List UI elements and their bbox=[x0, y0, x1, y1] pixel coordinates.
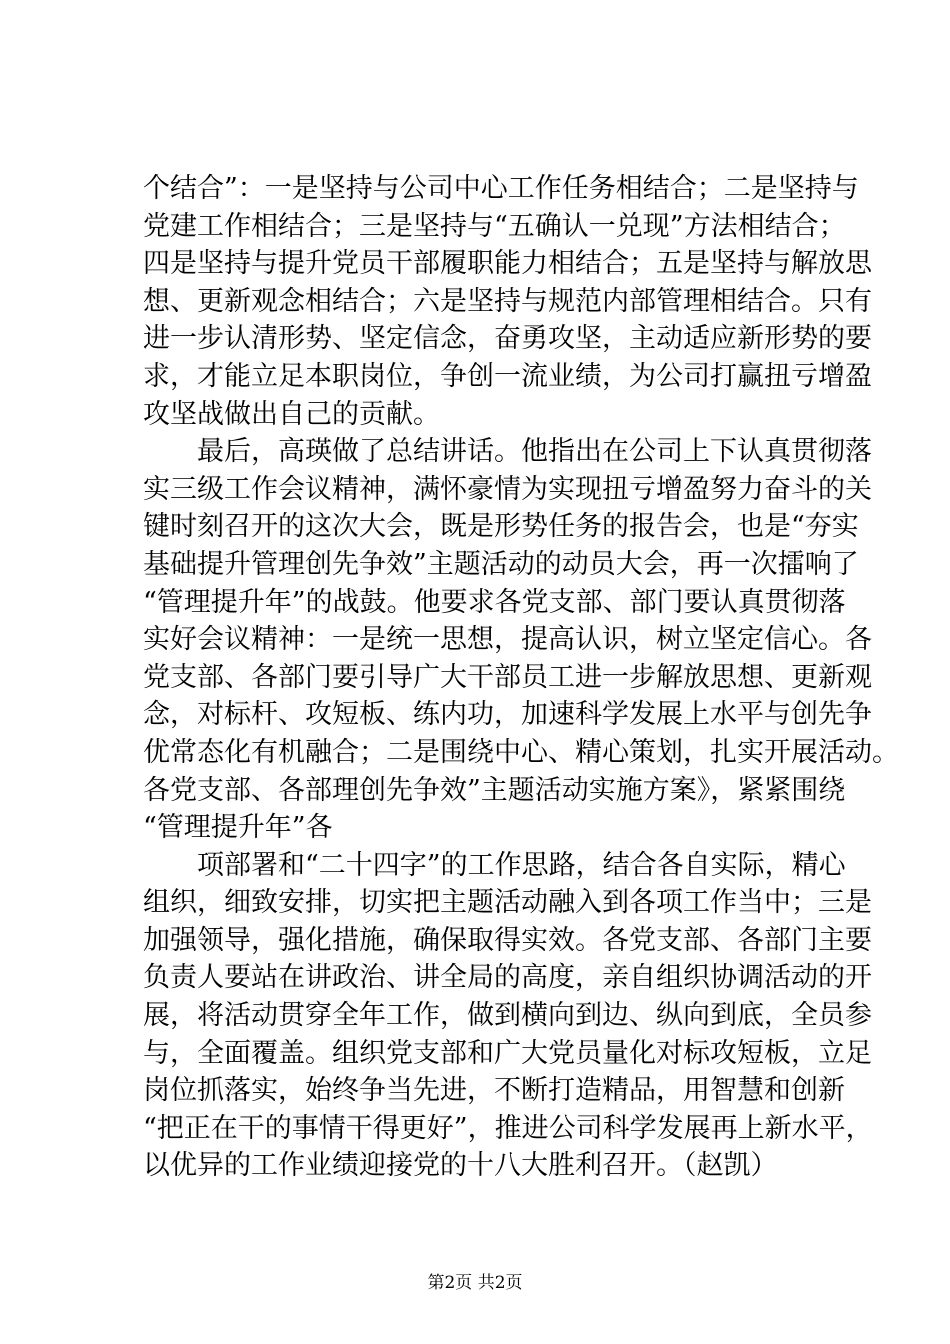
text-line: 党建工作相结合；三是坚持与“五确认一兑现”方法相结合； bbox=[143, 210, 846, 242]
text-line: “管理提升年”各 bbox=[143, 812, 333, 844]
text-line: 四是坚持与提升党员干部履职能力相结合；五是坚持与解放思 bbox=[143, 248, 872, 280]
text-line: 以优异的工作业绩迎接党的十八大胜利召开。（赵凯） bbox=[143, 1150, 778, 1182]
text-line: 负责人要站在讲政治、讲全局的高度，亲自组织协调活动的开 bbox=[143, 962, 872, 994]
text-line: 实三级工作会议精神，满怀豪情为实现扭亏增盈努力奋斗的关 bbox=[143, 473, 872, 505]
text-line: 优常态化有机融合；二是围绕中心、精心策划，扎实开展活动。 bbox=[143, 736, 899, 768]
page-number-footer: 第2页 共2页 bbox=[427, 1273, 523, 1293]
text-line: 组织，细致安排，切实把主题活动融入到各项工作当中；三是 bbox=[143, 887, 872, 919]
article-body bbox=[143, 170, 899, 1185]
paragraph-start-line: 项部署和“二十四字”的工作思路，结合各自实际，精心 bbox=[197, 849, 846, 881]
text-line: 求，才能立足本职岗位，争创一流业绩，为公司打赢扭亏增盈 bbox=[143, 360, 872, 392]
text-line: “把正在干的事情干得更好”，推进公司科学发展再上新水平， bbox=[143, 1112, 873, 1144]
text-line: 个结合”：一是坚持与公司中心工作任务相结合；二是坚持与 bbox=[143, 173, 859, 204]
text-line: 念，对标杆、攻短板、练内功，加速科学发展上水平与创先争 bbox=[143, 699, 872, 731]
text-line: 加强领导，强化措施，确保取得实效。各党支部、各部门主要 bbox=[143, 924, 872, 956]
text-line: 基础提升管理创先争效”主题活动的动员大会，再一次擂响了 bbox=[143, 548, 859, 580]
paragraph-start-line: 最后，高瑛做了总结讲话。他指出在公司上下认真贯彻落 bbox=[197, 436, 872, 468]
text-line: 进一步认清形势、坚定信念，奋勇攻坚，主动适应新形势的要 bbox=[143, 323, 872, 355]
text-line: 展，将活动贯穿全年工作，做到横向到边、纵向到底，全员参 bbox=[143, 1000, 872, 1032]
text-line: “管理提升年”的战鼓。他要求各党支部、部门要认真贯彻落 bbox=[143, 586, 846, 618]
text-line: 与，全面覆盖。组织党支部和广大党员量化对标攻短板，立足 bbox=[143, 1037, 872, 1069]
text-line: 攻坚战做出自己的贡献。 bbox=[143, 398, 440, 430]
text-line: 岗位抓落实，始终争当先进，不断打造精品，用智慧和创新 bbox=[143, 1075, 845, 1107]
text-line: 想、更新观念相结合；六是坚持与规范内部管理相结合。只有 bbox=[143, 285, 872, 317]
text-line: 实好会议精神：一是统一思想，提高认识，树立坚定信心。各 bbox=[143, 624, 872, 656]
text-line: 党支部、各部门要引导广大干部员工进一步解放思想、更新观 bbox=[143, 661, 872, 693]
text-line: 各党支部、各部理创先争效”主题活动实施方案》，紧紧围绕 bbox=[143, 774, 846, 806]
text-line: 键时刻召开的这次大会，既是形势任务的报告会，也是“夯实 bbox=[143, 511, 859, 543]
